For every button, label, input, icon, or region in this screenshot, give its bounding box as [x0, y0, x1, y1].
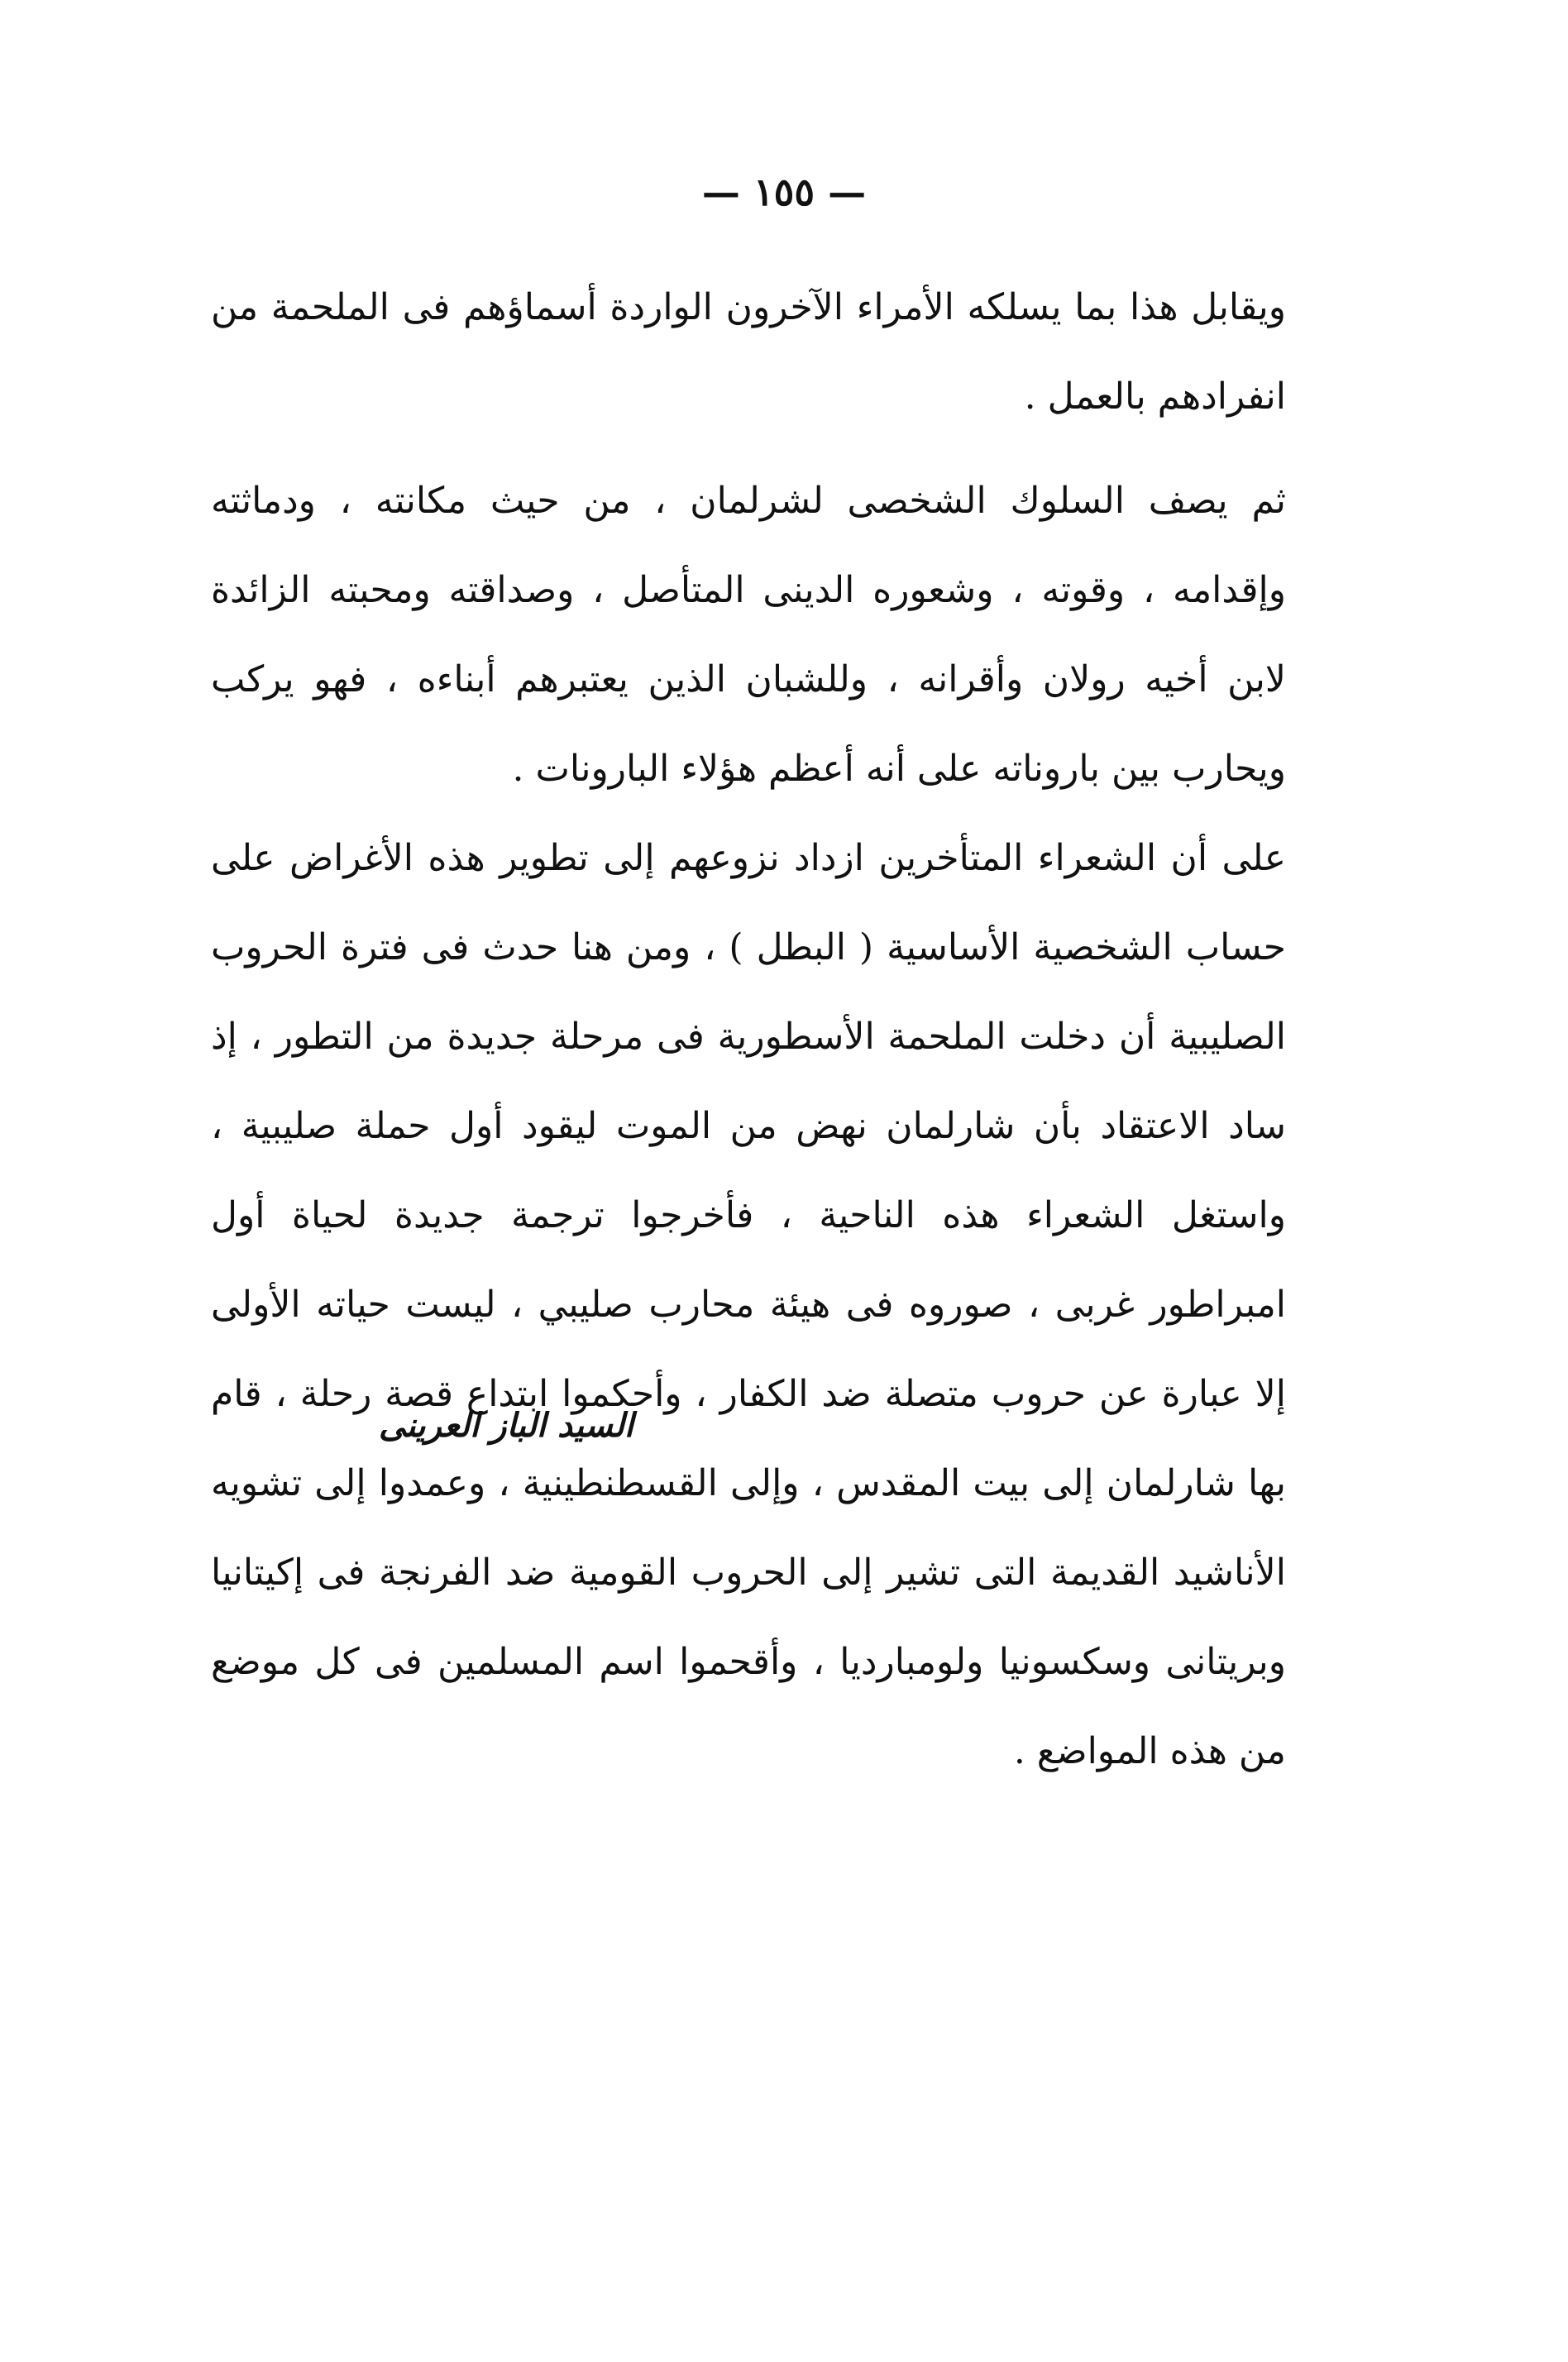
paragraph-3: على أن الشعراء المتأخرين ازداد نزوعهم إلى تطوير هذه الأغراض على حساب الشخصية الأساسية ( البطل ) ، ومن هنا حدث فى فترة الحروب الصليبية أن دخلت الملحمة الأسطورية فى مرحلة جديدة من التطور ، إذ ساد الاعتقاد بأن شارلمان نهض من الموت ليقود أول حملة صليبية ، واستغل الشعراء هذه الناحية ، فأخرجوا ترجمة جديدة لحياة أول امبراطور غربى ، صوروه فى هيئة محارب صليبي ، ليست حياته الأولى إلا عبارة عن حروب متصلة ضد الكفار ، وأحكموا ابتداع قصة رحلة ، قام بها شارلمان إلى بيت المقدس ، وإلى القسطنطينية ، وعمدوا إلى تشويه الأناشيد القديمة التى تشير إلى الحروب القومية ضد الفرنجة فى إكيتانيا وبريتانى وسكسونيا ولومبارديا ، وأقحموا اسم المسلمين فى كل موضع من هذه المواضع .: [211, 837, 1287, 1772]
page-number: — ١٥٥ —: [701, 170, 867, 214]
paragraph-1: ويقابل هذا بما يسلكه الأمراء الآخرون الواردة أسماؤهم فى الملحمة من انفرادهم بالعمل .: [211, 286, 1286, 418]
paragraph-2: ثم يصف السلوك الشخصى لشرلمان ، من حيث مكانته ، ودماثته وإقدامه ، وقوته ، وشعوره الدينى المتأصل ، وصداقته ومحبته الزائدة لابن أخيه رولان وأقرانه ، وللشبان الذين يعتبرهم أبناءه ، فهو يركب ويحارب بين باروناته على أنه أعظم هؤلاء البارونات .: [211, 480, 1286, 790]
author-signature: السيد الباز العرينى: [379, 1406, 633, 1445]
body-text: [211, 263, 1286, 1796]
